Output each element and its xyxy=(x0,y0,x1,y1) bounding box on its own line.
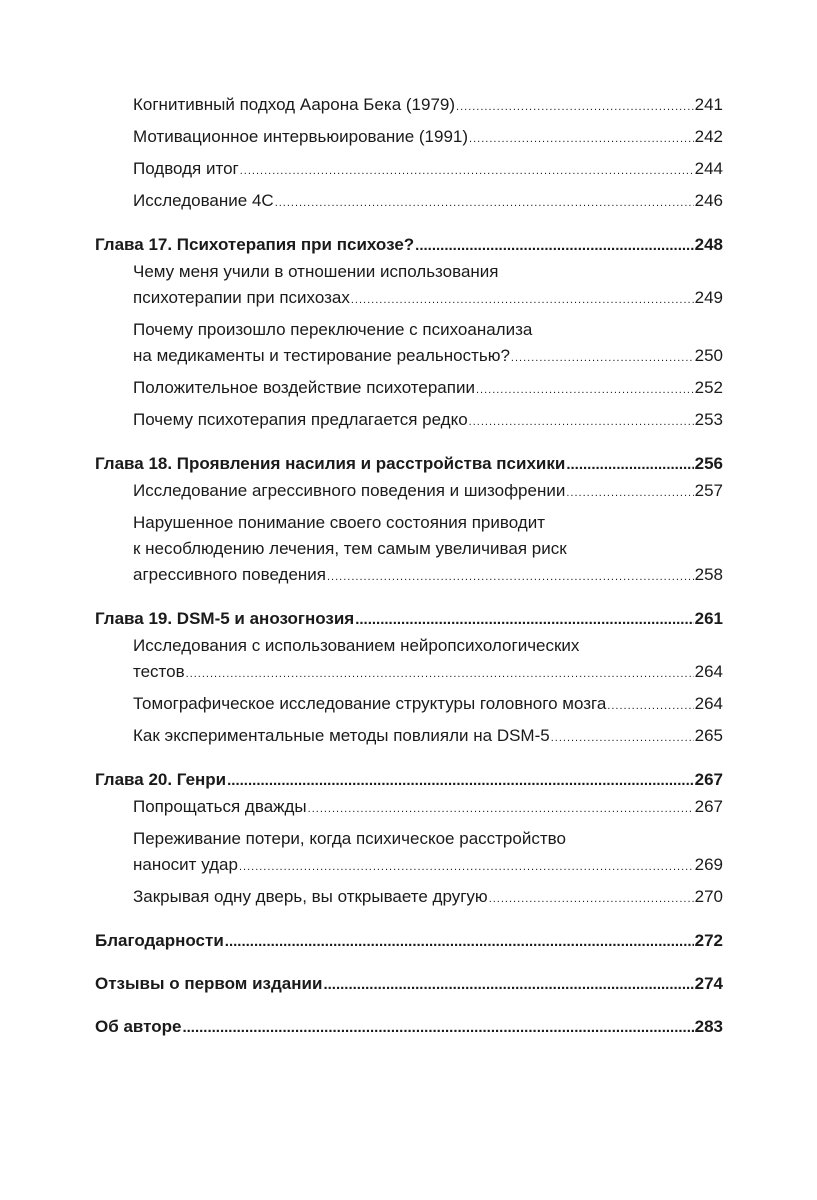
dot-leader xyxy=(566,451,693,478)
toc-page-number: 242 xyxy=(694,127,723,146)
toc-page-number: 272 xyxy=(694,931,723,950)
toc-page-number: 246 xyxy=(694,191,723,210)
toc-entry-chapter xyxy=(95,606,723,633)
toc-page-number: 250 xyxy=(694,346,723,365)
toc-entry-title: Подводя итог xyxy=(133,159,239,178)
dot-leader xyxy=(511,343,694,371)
toc-entry-title: Глава 17. Психотерапия при психозе? xyxy=(95,235,415,254)
toc-entry-subsection xyxy=(95,375,723,403)
toc-entry-title: Положительное воздействие психотерапии xyxy=(133,378,475,397)
toc-page-number: 256 xyxy=(694,454,723,473)
toc-page-number: 257 xyxy=(694,481,723,500)
dot-leader xyxy=(182,1014,693,1041)
toc-entry-title-line: Переживание потери, когда психическое расстройство xyxy=(133,829,566,848)
toc-page-number: 274 xyxy=(694,974,723,993)
toc-entry-title: Глава 19. DSM-5 и анозогнозия xyxy=(95,609,355,628)
toc-entry-title: агрессивного поведения xyxy=(133,565,326,584)
toc-entry-subsection xyxy=(95,723,723,751)
toc-entry-subsection xyxy=(95,826,723,880)
toc-entry-title: тестов xyxy=(133,662,185,681)
toc-entry-subsection xyxy=(95,124,723,152)
toc-page-number: 265 xyxy=(694,726,723,745)
toc-page-number: 249 xyxy=(694,288,723,307)
toc-entry-chapter xyxy=(95,232,723,259)
dot-leader xyxy=(351,285,694,313)
toc-entry-title: Исследование агрессивного поведения и шизофрении xyxy=(133,481,566,500)
toc-entry-title-line: к несоблюдению лечения, тем самым увеличивая риск xyxy=(133,539,567,558)
toc-page-number: 283 xyxy=(694,1017,723,1036)
toc-entry-title: Отзывы о первом издании xyxy=(95,974,323,993)
toc-entry-subsection xyxy=(95,317,723,371)
toc-entry-subsection xyxy=(95,407,723,435)
toc-entry-subsection xyxy=(95,188,723,216)
toc-entry-subsection xyxy=(95,691,723,719)
table-of-contents xyxy=(95,92,723,1041)
toc-entry-title-line: Чему меня учили в отношении использования xyxy=(133,262,499,281)
toc-entry-title-line: Исследования с использованием нейропсихологических xyxy=(133,636,580,655)
toc-entry-title-line: Почему произошло переключение с психоанализа xyxy=(133,320,533,339)
toc-page-number: 241 xyxy=(694,95,723,114)
toc-page-number: 248 xyxy=(694,235,723,254)
toc-page-number: 270 xyxy=(694,887,723,906)
toc-entry-subsection xyxy=(95,259,723,313)
toc-entry-subsection xyxy=(95,156,723,184)
toc-entry-title: Когнитивный подход Аарона Бека (1979) xyxy=(133,95,456,114)
dot-leader xyxy=(323,971,693,998)
toc-entry-chapter xyxy=(95,1014,723,1041)
toc-entry-title: Мотивационное интервьюирование (1991) xyxy=(133,127,469,146)
toc-entry-subsection xyxy=(95,478,723,506)
dot-leader xyxy=(308,794,694,822)
toc-page-number: 269 xyxy=(694,855,723,874)
toc-entry-title: психотерапии при психозах xyxy=(133,288,350,307)
dot-leader xyxy=(415,232,693,259)
toc-entry-title: Закрывая одну дверь, вы открываете другую xyxy=(133,887,488,906)
toc-entry-title: Глава 20. Генри xyxy=(95,770,227,789)
toc-entry-title: Почему психотерапия предлагается редко xyxy=(133,410,468,429)
toc-entry-chapter xyxy=(95,971,723,998)
toc-entry-title-line: Нарушенное понимание своего состояния приводит xyxy=(133,513,545,532)
toc-entry-title: на медикаменты и тестирование реальностью? xyxy=(133,346,510,365)
dot-leader xyxy=(469,124,694,152)
toc-page-number: 264 xyxy=(694,694,723,713)
toc-entry-subsection xyxy=(95,794,723,822)
dot-leader xyxy=(456,92,694,120)
dot-leader xyxy=(227,767,693,794)
dot-leader xyxy=(355,606,693,633)
dot-leader xyxy=(566,478,693,506)
dot-leader xyxy=(551,723,694,751)
toc-page-number: 244 xyxy=(694,159,723,178)
dot-leader xyxy=(327,562,694,590)
toc-page-number: 267 xyxy=(694,797,723,816)
toc-entry-subsection xyxy=(95,884,723,912)
toc-page-number: 267 xyxy=(694,770,723,789)
dot-leader xyxy=(469,407,694,435)
toc-page-number: 264 xyxy=(694,662,723,681)
toc-entry-title: Об авторе xyxy=(95,1017,182,1036)
toc-entry-title: Как экспериментальные методы повлияли на DSM-5 xyxy=(133,726,550,745)
toc-entry-chapter xyxy=(95,451,723,478)
toc-entry-chapter xyxy=(95,928,723,955)
toc-entry-title: Исследование 4С xyxy=(133,191,274,210)
toc-entry-title: Благодарности xyxy=(95,931,224,950)
toc-entry-title: наносит удар xyxy=(133,855,238,874)
toc-page-number: 261 xyxy=(694,609,723,628)
toc-entry-subsection xyxy=(95,92,723,120)
toc-entry-title: Глава 18. Проявления насилия и расстройства психики xyxy=(95,454,566,473)
dot-leader xyxy=(489,884,694,912)
toc-entry-title: Попрощаться дважды xyxy=(133,797,307,816)
toc-entry-chapter xyxy=(95,767,723,794)
toc-entry-title: Томографическое исследование структуры головного мозга xyxy=(133,694,607,713)
toc-page-number: 253 xyxy=(694,410,723,429)
toc-page-number: 258 xyxy=(694,565,723,584)
dot-leader xyxy=(239,852,694,880)
dot-leader xyxy=(607,691,693,719)
dot-leader xyxy=(275,188,694,216)
dot-leader xyxy=(240,156,694,184)
dot-leader xyxy=(186,659,694,687)
dot-leader xyxy=(225,928,694,955)
toc-page-number: 252 xyxy=(694,378,723,397)
toc-entry-subsection xyxy=(95,633,723,687)
toc-entry-subsection xyxy=(95,510,723,590)
dot-leader xyxy=(476,375,694,403)
